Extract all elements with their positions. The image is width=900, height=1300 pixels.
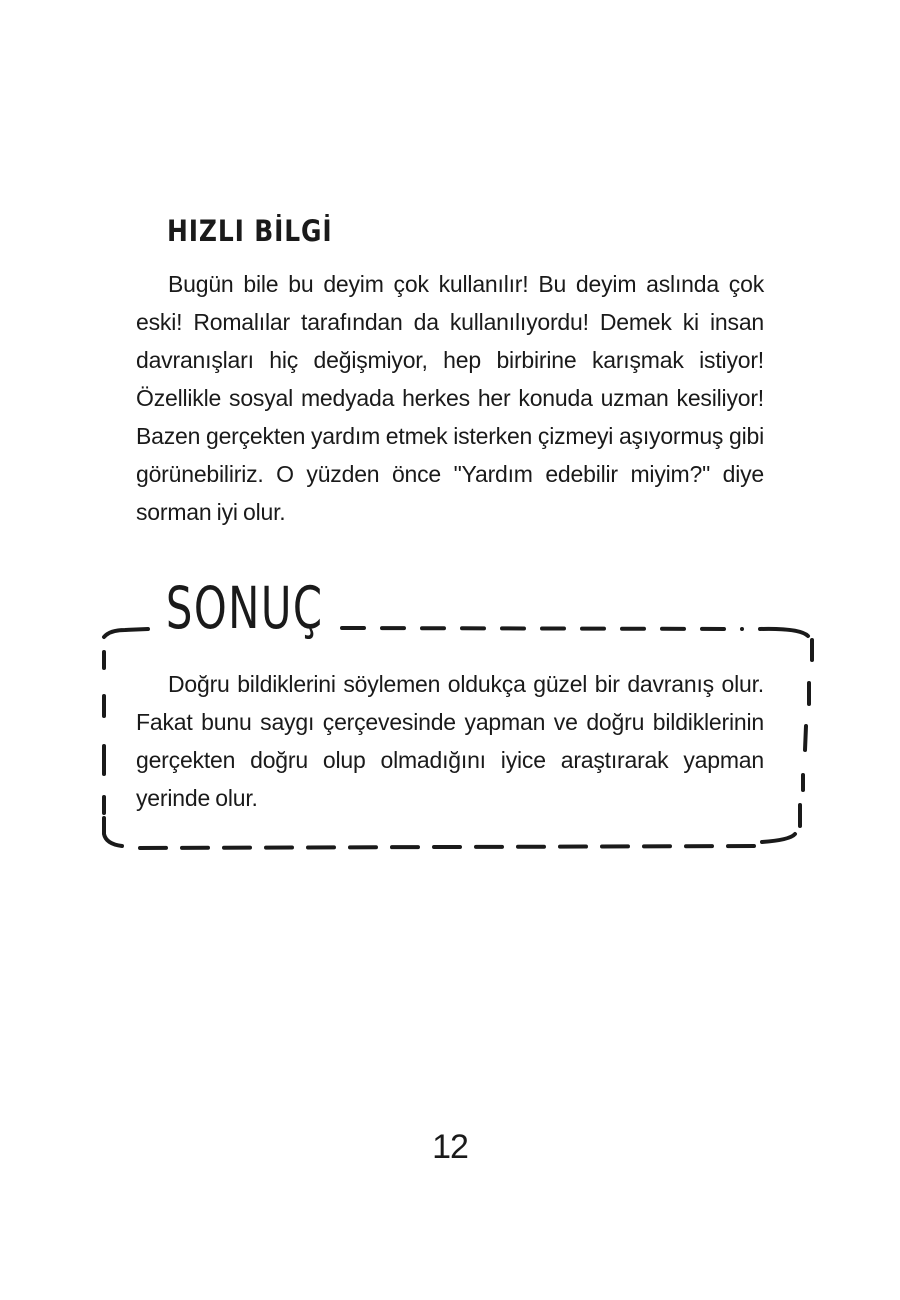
conclusion-heading: SONUÇ [163,577,326,641]
frame-bottom-dashes [140,846,760,848]
page-number: 12 [432,1128,468,1166]
frame-top-left-corner [104,629,148,637]
quick-info-paragraph: Bugün bile bu deyim çok kullanılır! Bu deyim aslında çok eski! Romalılar tarafından da kullanılıyordu! Demek ki insan davranışları hiç değişmiyor, hep birbirine karışmak istiyor! Özellikle sosyal medyada herkes her konuda uzman kesiliyor! Bazen gerçekten yardım etmek isterken çizmeyi aşıyormuş gibi görünebiliriz. O yüzden önce "Yardım edebilir miyim?" diye sorman iyi olur. [136,271,764,525]
frame-top-dashes [342,628,742,629]
frame-bottom-right-corner [762,834,795,842]
frame-right-dash [805,726,806,750]
frame-bottom-left-corner [104,818,122,846]
quick-info-heading: HIZLI BİLGİ [167,214,333,248]
frame-top-right-corner [760,629,808,636]
conclusion-paragraph: Doğru bildiklerini söylemen oldukça güzel bir davranış olur. Fakat bunu saygı çerçevesinde yapman ve doğru bildiklerinin gerçekten doğru olup olmadığını iyice araştırarak yapman yerinde olur. [136,671,764,811]
